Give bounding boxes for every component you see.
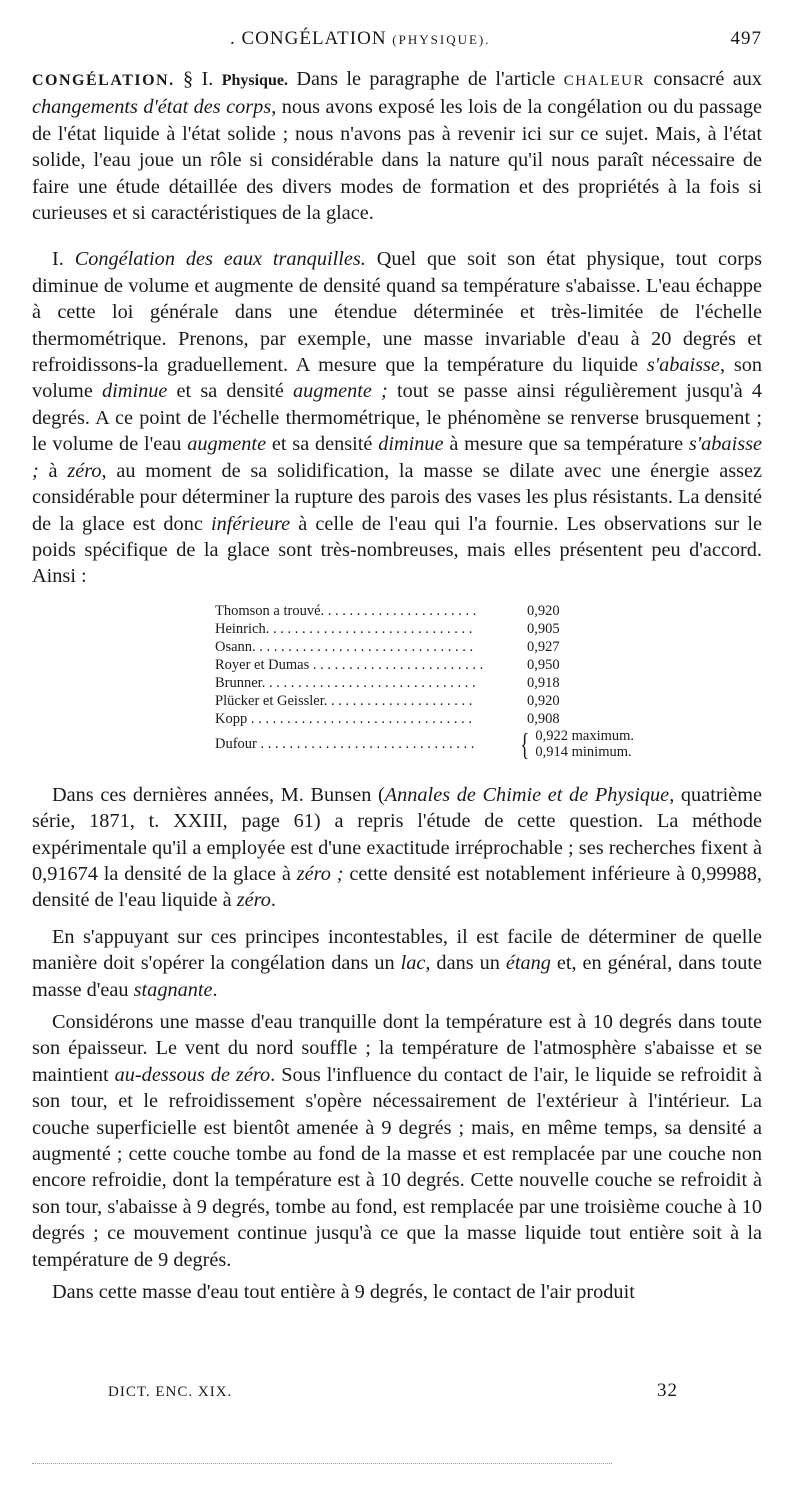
table-cell-density-range — [535, 728, 634, 760]
table-cell-density: 0,905 — [527, 620, 560, 637]
running-head — [32, 22, 762, 52]
cross-reference: CHALEUR — [563, 73, 646, 89]
running-title-subtitle: (PHYSIQUE). — [392, 32, 491, 47]
density-table — [215, 602, 762, 760]
subsection-title: Congélation des eaux tranquilles. — [74, 248, 366, 271]
section-paragraph-1: I. Congélation des eaux tranquilles. Quel que soit son état physique, tout corps diminue de volume et augmente de densité quand sa température s'abaisse. L'eau échappe à cette loi générale dans une étendue déterminée et très-limitée de l'échelle thermométrique. Prenons, par exemple, une masse invariable d'eau à 20 degrés et refroidissons-la graduellement. A mesure que la température du liquide s'abaisse, son volume diminue et sa densité augmente ; tout se passe ainsi régulièrement jusqu'à 4 degrés. A ce point de l'échelle thermométrique, le phénomène se renverse brusquement ; le volume de l'eau augmente et sa densité diminue à mesure que sa température s'abaisse ; à zéro, au moment de sa solidification, la masse se dilate avec une énergie assez considérable pour déterminer la rupture des parois des vases les plus résistants. La densité de la glace est donc inférieure à celle de l'eau qui l'a fournie. Les observations sur le poids spécifique de la glace sont très-nombreuses, mais elles présentent peu d'accord. Ainsi : — [32, 248, 763, 588]
table-row — [215, 656, 762, 674]
table-cell-observer: Kopp . . . . . . . . . . . . . . . . . . . . . . . . . . . . . . . — [215, 710, 472, 727]
volume-label: DICT. ENC. XIX. — [108, 1384, 233, 1400]
table-cell-density: 0,927 — [527, 638, 560, 655]
table-cell-observer: Thomson a trouvé. . . . . . . . . . . . . . . . . . . . . . — [215, 602, 477, 619]
section-heading: Physique. — [221, 72, 288, 89]
density-maximum: 0,922 maximum. — [535, 727, 635, 744]
cooling-paragraph: Considérons une masse d'eau tranquille dont la température est à 10 degrés dans toute son épaisseur. Le vent du nord souffle ; la température de l'atmosphère s'abaisse et se maintient au-dessous de zéro. Sous l'influence du contact de l'air, le liquide se refroidit à son tour, et le refroidissement s'opère nécessairement de l'extérieur à l'intérieur. La couche superficielle est bientôt amenée à 9 degrés ; mais, en même temps, sa densité a augmenté ; cette couche tombe au fond de la masse et est remplacée par une couche non encore refroidie, dont la température est à 10 degrés. Cette nouvelle couche se refroidit à son tour, s'abaisse à 9 degrés, tombe au fond, est remplacée par une troisième couche à 10 degrés ; ce mouvement continue jusqu'à ce que la masse liquide tout entière soit à la température de 9 degrés. — [32, 1010, 763, 1271]
bunsen-paragraph: Dans ces dernières années, M. Bunsen (Annales de Chimie et de Physique, quatrième série, 1871, t. XXIII, page 61) a repris l'étude de cette question. La méthode expérimentale qu'il a employée est d'une exactitude irréprochable ; ses recherches fixent à 0,91674 la densité de la glace à zéro ; cette densité est notablement inférieure à 0,99988, densité de l'eau liquide à zéro. — [32, 783, 762, 912]
brace-glyph: { — [520, 725, 530, 762]
table-cell-observer: Plücker et Geissler. . . . . . . . . . . . . . . . . . . . . — [215, 692, 473, 709]
table-cell-observer: Dufour . . . . . . . . . . . . . . . . . . . . . . . . . . . . . . — [215, 735, 475, 752]
table-row — [215, 674, 762, 692]
table-cell-density: 0,920 — [527, 602, 560, 619]
article-headword: CONGÉLATION. — [32, 72, 175, 89]
table-row — [215, 710, 762, 728]
intro-paragraph: CONGÉLATION. § I. Physique. Dans le paragraphe de l'article CHALEUR consacré aux changements d'état des corps, nous avons exposé les lois de la congélation ou du passage de l'état liquide à l'état solide ; nous n'avons pas à revenir ici sur ce sujet. Mais, à l'état solide, l'eau joue un rôle si considérable dans la nature qu'il nous paraît nécessaire de faire une étude détaillée des divers modes de formation et des propriétés à la fois si curieuses et si caractéristiques de la glace. — [32, 68, 762, 225]
table-row-dufour — [215, 725, 762, 762]
lake-paragraph: En s'appuyant sur ces principes incontestables, il est facile de déterminer de quelle manière doit s'opérer la congélation dans un lac, dans un étang et, en général, dans toute masse d'eau stagnante. — [32, 925, 762, 1001]
table-row — [215, 620, 762, 638]
table-cell-observer: Osann. . . . . . . . . . . . . . . . . . . . . . . . . . . . . . . — [215, 638, 474, 655]
final-paragraph: Dans cette masse d'eau tout entière à 9 degrés, le contact de l'air produit — [52, 1281, 635, 1304]
running-title-main: . CONGÉLATION — [230, 28, 387, 49]
table-cell-observer: Brunner. . . . . . . . . . . . . . . . . . . . . . . . . . . . . . — [215, 674, 476, 691]
signature-number: 32 — [657, 1380, 678, 1401]
table-cell-density: 0,950 — [527, 656, 560, 673]
running-title — [230, 28, 491, 50]
page-footer — [108, 1380, 678, 1401]
table-cell-density: 0,920 — [527, 692, 560, 709]
table-cell-observer: Royer et Dumas . . . . . . . . . . . . . . . . . . . . . . . . — [215, 656, 484, 673]
table-cell-observer: Heinrich. . . . . . . . . . . . . . . . . . . . . . . . . . . . . — [215, 620, 473, 637]
page-number: 497 — [730, 28, 762, 49]
document-page — [32, 22, 762, 1305]
table-cell-density: 0,918 — [527, 674, 560, 691]
density-minimum: 0,914 minimum. — [535, 743, 632, 760]
table-row — [215, 638, 762, 656]
scan-noise-divider — [32, 1463, 612, 1464]
table-cell-density: 0,908 — [527, 710, 560, 727]
table-row — [215, 602, 762, 620]
table-row — [215, 692, 762, 710]
